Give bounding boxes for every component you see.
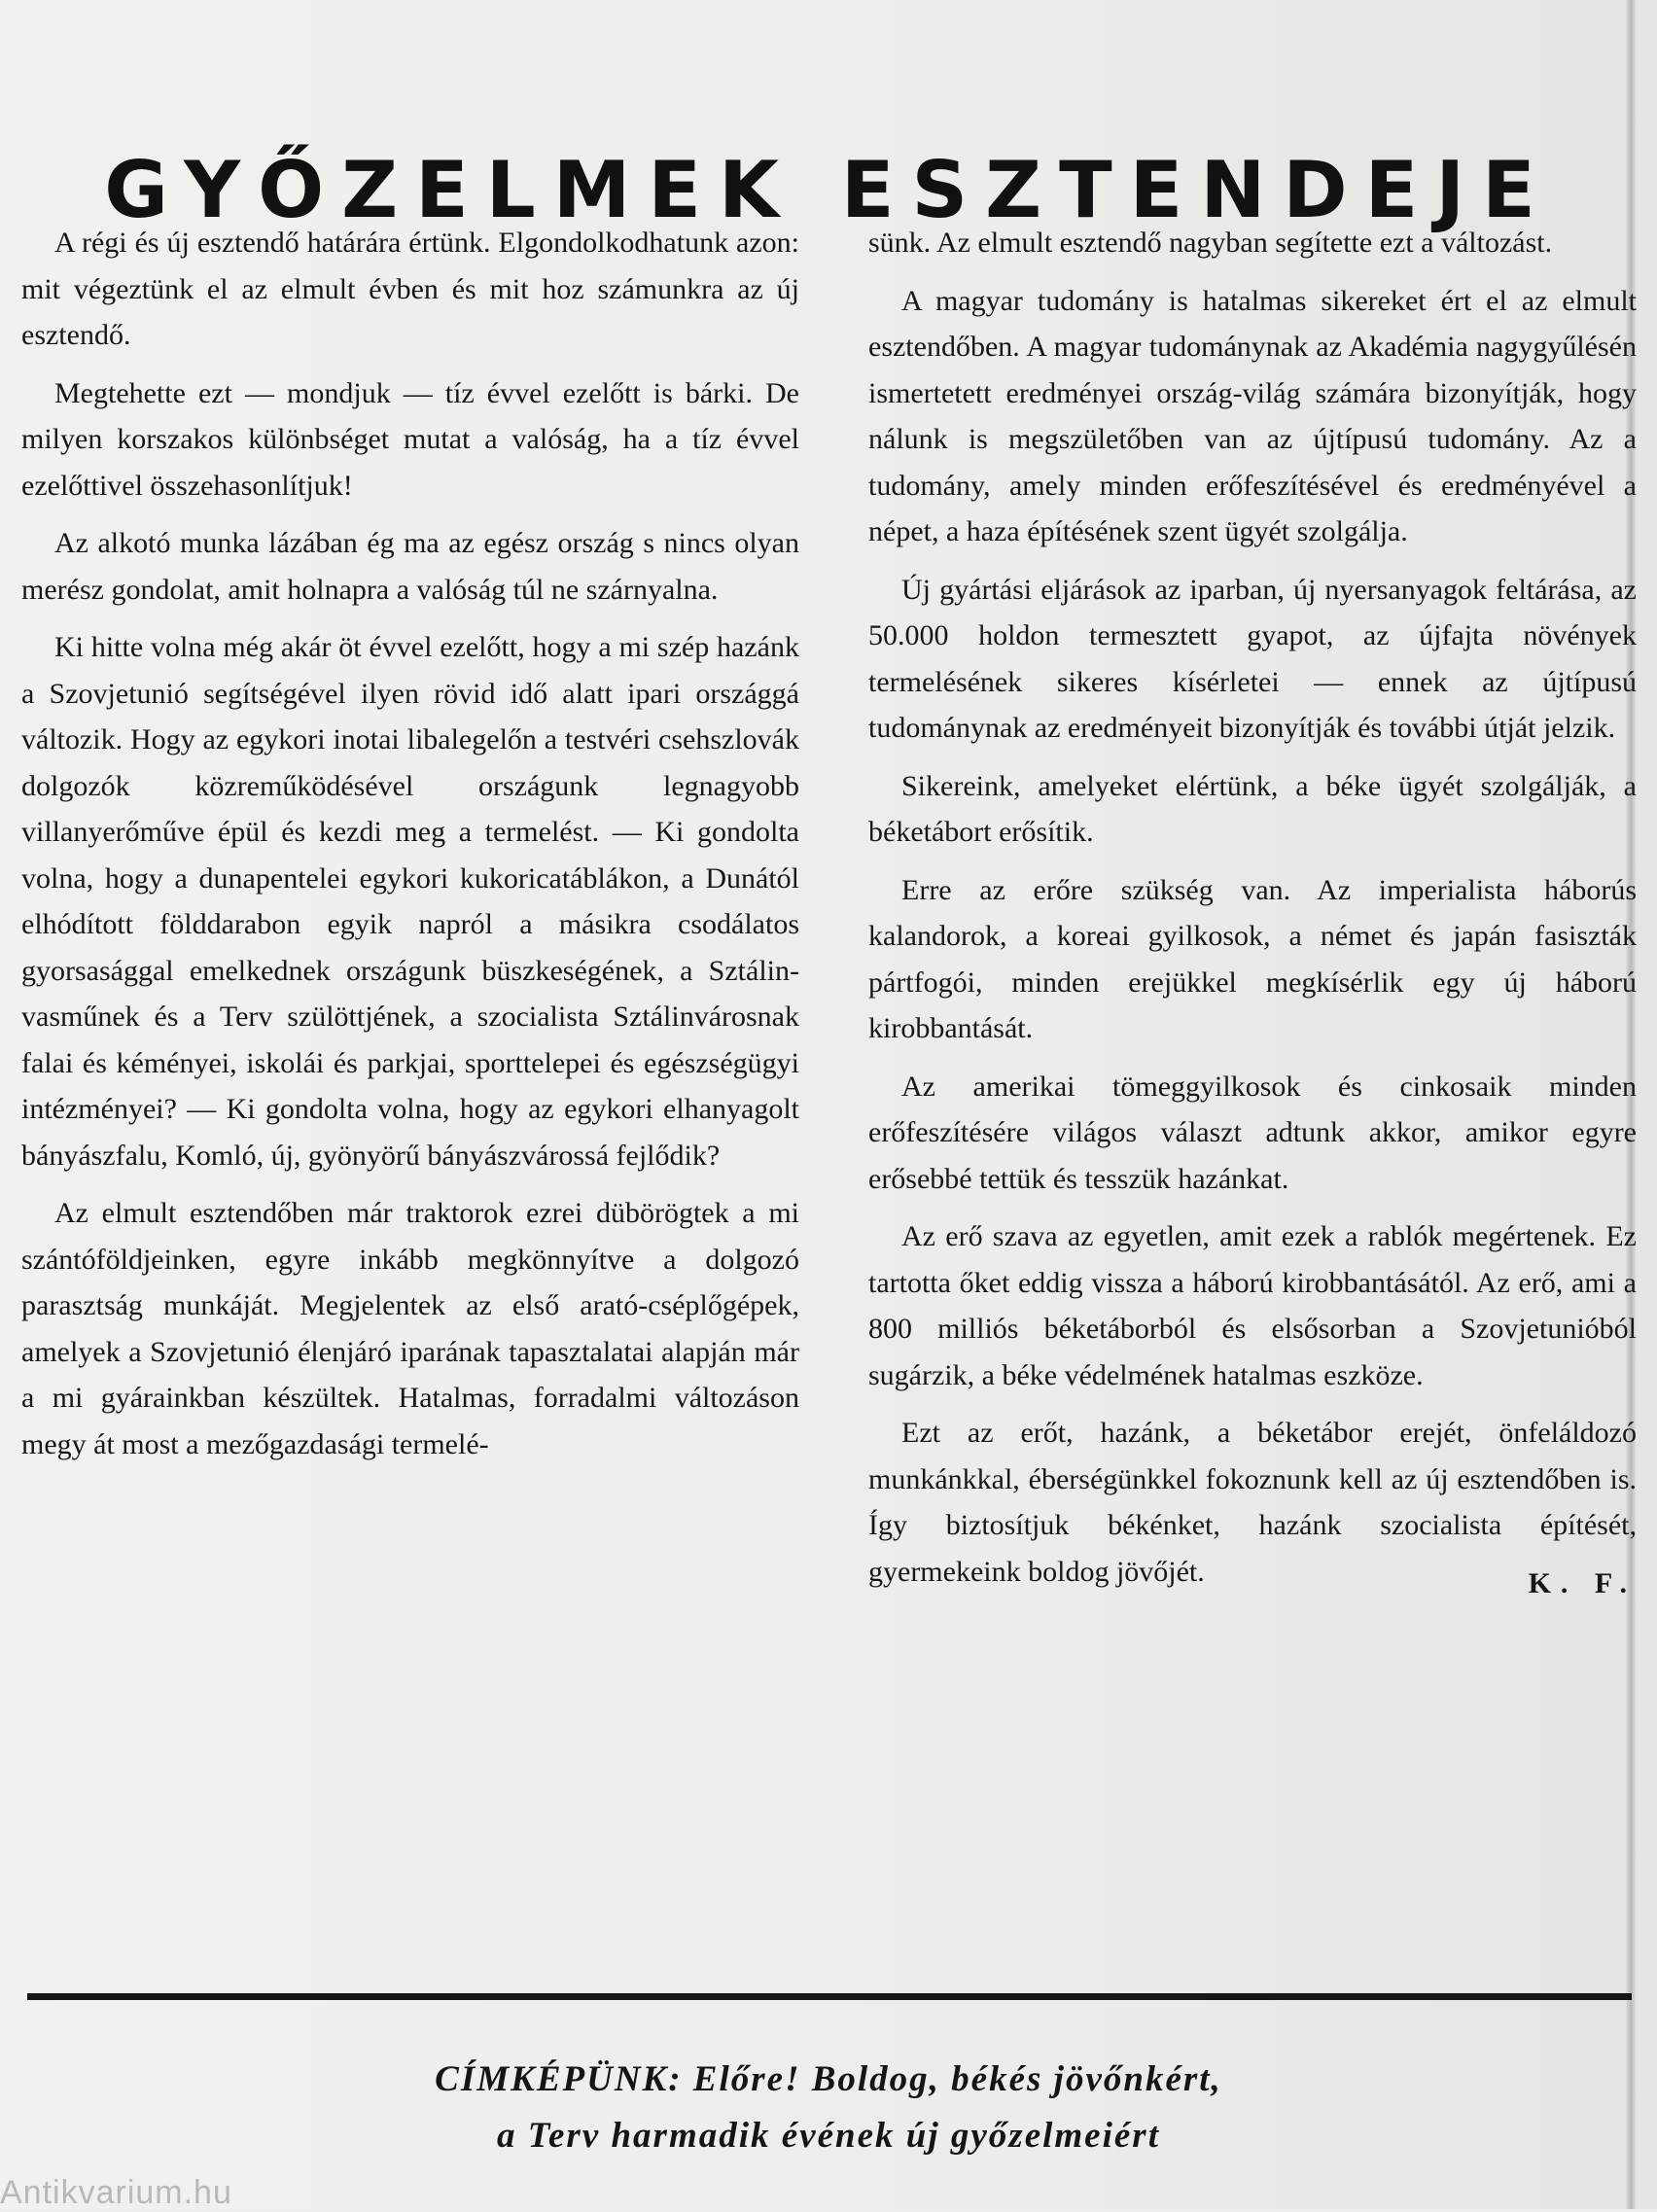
article-right-column bbox=[868, 220, 1637, 1607]
paragraph: Ki hitte volna még akár öt évvel ezelőtt, hogy a mi szép hazánk a Szovjetunió segítségével ilyen rövid idő alatt ipari országgá változik. Hogy az egykori inotai libalegelőn a testvéri csehszlovák dolgozók közreműködésével országunk legnagyobb villanyerőműve épül és kezdi meg a termelést. — Ki gondolta volna, hogy a dunapentelei egykori kukoricatáblákon, a Dunától elhódított földdarabon egyik napról a másikra csodálatos gyorsasággal emelkednek országunk büszkeségének, a Sztálin-vasműnek és a Terv szülöttjének, a szocialista Sztálinvárosnak falai és kéményei, iskolái és parkjai, sporttelepei és egészségügyi intézményei? — Ki gondolta volna, hogy az egykori elhanyagolt bányászfalu, Komló, új, gyönyörű bányászvárossá fejlődik? bbox=[21, 631, 799, 1172]
paragraph: Az elmult esztendőben már traktorok ezrei dübörögtek a mi szántóföldjeinken, egyre inkább megkönnyítve a dolgozó parasztság munkáját. Megjelentek az első arató-cséplőgépek, amelyek a Szovjetunió élenjáró iparának tapasztalatai alapján már a mi gyárainkban készültek. Hatalmas, forradalmi változáson megy át most a mezőgazdasági termelé- bbox=[21, 1197, 799, 1460]
caption-line-2: a Terv harmadik évének új győzelmeiért bbox=[497, 2116, 1160, 2156]
paragraph: Erre az erőre szükség van. Az imperialista háborús kalandorok, a koreai gyilkosok, a német és japán fasiszták pártfogói, minden erejükkel megkísérlik egy új háború kirobbantását. bbox=[868, 873, 1637, 1044]
paragraph: Az alkotó munka lázában ég ma az egész ország s nincs olyan merész gondolat, amit holnapra a valóság túl ne szárnyalna. bbox=[21, 527, 799, 606]
paragraph: Új gyártási eljárások az iparban, új nyersanyagok feltárása, az 50.000 holdon termesztett gyapot, az újfajta növények termelésének sikeres kísérletei — ennek az újtípusú tudománynak az eredményeit bizonyítják és további útját jelzik. bbox=[868, 573, 1637, 744]
paragraph: Az erő szava az egyetlen, amit ezek a rablók megértenek. Ez tartotta őket eddig vissza a háború kirobbantásától. Az erő, ami a 800 milliós béketáborból és elsősorban a Szovjetunióból sugárzik, a béke védelmének hatalmas eszköze. bbox=[868, 1220, 1637, 1391]
paragraph-continuation: sünk. Az elmult esztendő nagyban segítette ezt a változást. bbox=[868, 227, 1553, 259]
paragraph: Az amerikai tömeggyilkosok és cinkosaik minden erőfeszítésére világos választ adtunk akkor, amikor egyre erősebbé tettük és tesszük hazánkat. bbox=[868, 1070, 1637, 1195]
paragraph: A régi és új esztendő határára értünk. Elgondolkodhatunk azon: mit végeztünk el az elmult évben és mit hoz számunkra az új esztendő. bbox=[21, 227, 799, 351]
cover-caption bbox=[0, 2052, 1657, 2164]
headline: GYŐZELMEK ESZTENDEJE bbox=[104, 144, 1553, 235]
divider-rule bbox=[27, 1993, 1632, 2000]
article-left-column bbox=[21, 220, 799, 1479]
caption-line-1: CÍMKÉPÜNK: Előre! Boldog, békés jövőnkért, bbox=[435, 2059, 1222, 2099]
watermark: Antikvarium.hu bbox=[0, 2174, 232, 2211]
paragraph: Megtehette ezt — mondjuk — tíz évvel ezelőtt is bárki. De milyen korszakos különbséget mutat a valóság, ha a tíz évvel ezelőttivel összehasonlítjuk! bbox=[21, 376, 799, 502]
author-signature: K. F. bbox=[1528, 1567, 1637, 1599]
paragraph: Sikereink, amelyeket elértünk, a béke ügyét szolgálják, a béketábort erősítik. bbox=[868, 769, 1637, 848]
paragraph: Ezt az erőt, hazánk, a béketábor erejét, önfeláldozó munkánkkal, éberségünkkel fokoznunk kell az új esztendőben is. Így biztosítjuk békénket, hazánk szocialista építését, gyermekeink boldog jövőjét. bbox=[868, 1417, 1637, 1588]
paragraph: A magyar tudomány is hatalmas sikereket ért el az elmult esztendőben. A magyar tudománynak az Akadémia nagygyűlésén ismertetett eredményei ország-világ számára bizonyítják, hogy nálunk is megszületőben van az újtípusú tudomány. Az a tudomány, amely minden erőfeszítésével és eredményével a népet, a haza építésének szent ügyét szolgálja. bbox=[868, 284, 1637, 547]
